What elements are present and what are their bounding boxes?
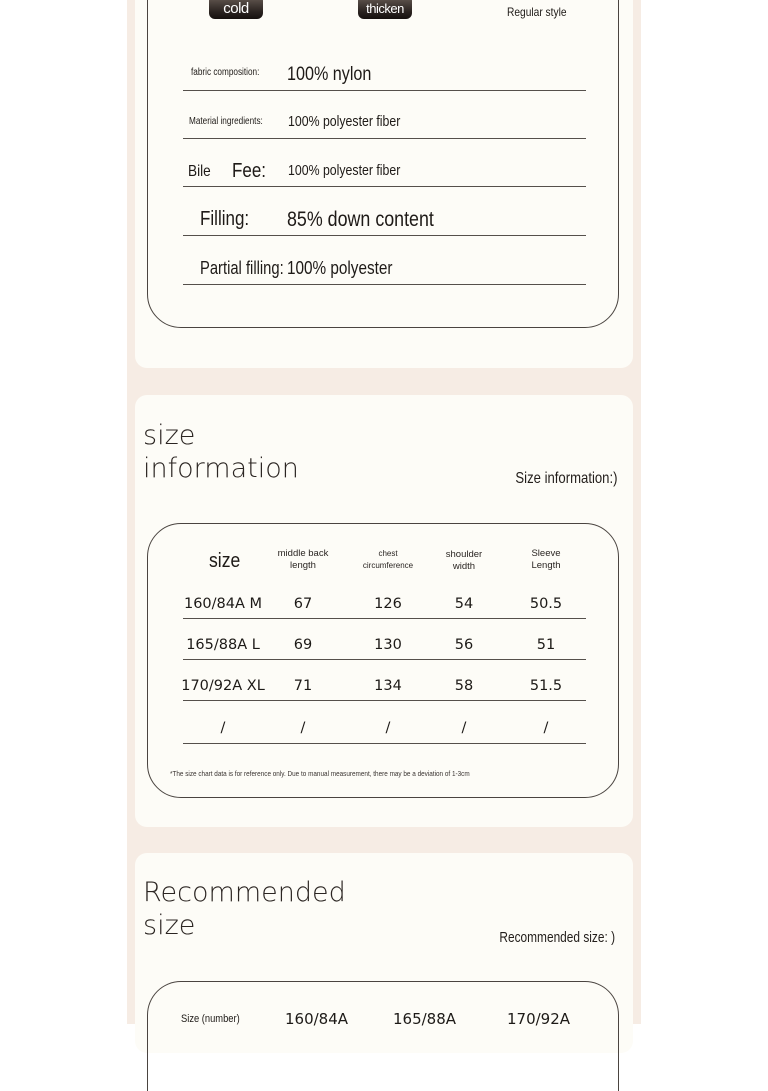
style-label: Regular style bbox=[507, 5, 567, 19]
chest-cell: 134 bbox=[374, 678, 402, 694]
filling-label: Filling: bbox=[200, 208, 250, 230]
header-line: shoulder bbox=[445, 549, 483, 560]
sleeve-cell: / bbox=[543, 720, 549, 736]
header-line: middle back bbox=[277, 548, 329, 559]
material-card bbox=[135, 0, 633, 368]
size-information-subtitle: Size information:) bbox=[514, 470, 617, 487]
sleeve-length-header bbox=[520, 548, 572, 572]
recommended-size-panel bbox=[147, 981, 619, 1091]
divider bbox=[183, 235, 586, 236]
recommended-size-title bbox=[143, 876, 346, 942]
table-row-divider bbox=[183, 659, 586, 660]
recommended-size-card bbox=[135, 853, 633, 1053]
material-panel bbox=[147, 0, 619, 328]
table-row-divider bbox=[183, 618, 586, 619]
size-information-title bbox=[143, 419, 299, 485]
back-length-cell: 71 bbox=[293, 678, 313, 694]
shoulder-cell: 54 bbox=[454, 596, 474, 612]
sleeve-cell: 50.5 bbox=[529, 596, 563, 612]
sleeve-cell: 51.5 bbox=[529, 678, 563, 694]
shoulder-cell: / bbox=[461, 720, 467, 736]
title-line-2: information bbox=[143, 453, 299, 484]
back-length-cell: / bbox=[300, 720, 306, 736]
size-number-label: Size (number) bbox=[181, 1013, 240, 1025]
sleeve-cell: 51 bbox=[536, 637, 556, 653]
fabric-composition-value: 100% nylon bbox=[287, 64, 372, 85]
material-ingredients-value: 100% polyester fiber bbox=[288, 114, 401, 130]
material-ingredients-label: Material ingredients: bbox=[189, 116, 263, 127]
size-cell: 160/84A M bbox=[183, 596, 263, 612]
shoulder-cell: 58 bbox=[454, 678, 474, 694]
header-line: width bbox=[452, 561, 476, 572]
recommended-size-value: 170/92A bbox=[507, 1010, 571, 1028]
back-length-cell: 67 bbox=[293, 596, 313, 612]
recommended-size-subtitle: Recommended size: ) bbox=[499, 930, 615, 946]
cold-label: cold bbox=[223, 0, 249, 17]
bile-label: Bile bbox=[188, 163, 211, 180]
header-line: Sleeve bbox=[531, 548, 561, 559]
size-information-card bbox=[135, 395, 633, 827]
chest-cell: 126 bbox=[374, 596, 402, 612]
back-length-cell: 69 bbox=[293, 637, 313, 653]
divider bbox=[183, 138, 586, 139]
title-line-1: size bbox=[143, 420, 196, 451]
thicken-badge bbox=[358, 0, 412, 19]
table-row-divider bbox=[183, 700, 586, 701]
header-line: length bbox=[290, 560, 316, 571]
fabric-composition-label: fabric composition: bbox=[191, 67, 260, 78]
thicken-label: thicken bbox=[366, 1, 404, 16]
size-column-header: size bbox=[209, 550, 241, 572]
size-chart-note: *The size chart data is for reference only. Due to manual measurement, there may be a deviation of 1-3cm bbox=[170, 769, 470, 778]
table-row-divider bbox=[183, 743, 586, 744]
chest-cell: 130 bbox=[374, 637, 402, 653]
size-cell: 170/92A XL bbox=[181, 678, 265, 694]
recommended-size-value: 165/88A bbox=[393, 1010, 457, 1028]
middle-back-length-header bbox=[270, 548, 336, 572]
title-line-2: size bbox=[143, 910, 196, 941]
fee-label: Fee: bbox=[232, 160, 267, 182]
header-line: chest bbox=[378, 549, 398, 558]
title-line-1: Recommended bbox=[143, 877, 346, 908]
filling-value: 85% down content bbox=[287, 208, 434, 231]
shoulder-cell: 56 bbox=[454, 637, 474, 653]
divider bbox=[183, 90, 586, 91]
divider bbox=[183, 284, 586, 285]
partial-filling-value: 100% polyester bbox=[287, 258, 393, 278]
size-table-panel bbox=[147, 523, 619, 798]
size-cell: / bbox=[220, 720, 226, 736]
divider bbox=[183, 186, 586, 187]
chest-circumference-header bbox=[353, 548, 423, 572]
recommended-size-value: 160/84A bbox=[285, 1010, 349, 1028]
size-cell: 165/88A L bbox=[186, 637, 260, 653]
header-line: Length bbox=[531, 560, 561, 571]
header-line: circumference bbox=[362, 561, 414, 570]
cold-badge bbox=[209, 0, 263, 19]
bile-fee-value: 100% polyester fiber bbox=[288, 163, 401, 179]
partial-filling-label: Partial filling: bbox=[200, 258, 284, 278]
shoulder-width-header bbox=[438, 549, 490, 573]
chest-cell: / bbox=[385, 720, 391, 736]
